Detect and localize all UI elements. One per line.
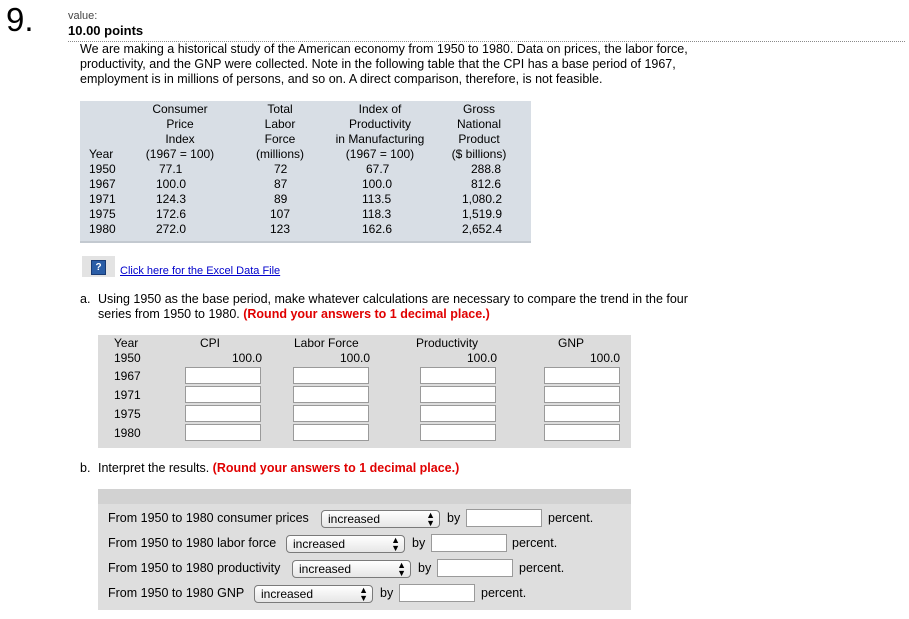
gnp-1975-input[interactable] [544, 405, 620, 422]
row-year-1967: 1967 [114, 369, 141, 383]
value-label: value: [68, 10, 98, 22]
select-arrows-icon: ▲ ▼ [391, 535, 400, 553]
points-value: 10.00 points [68, 23, 144, 38]
col-labor-force: Labor Force [294, 336, 359, 350]
labor-percent-input[interactable] [431, 534, 507, 552]
row-year-1950: 1950 [114, 351, 141, 365]
row-year-1980: 1980 [114, 426, 141, 440]
by-label: by [447, 511, 461, 525]
cpi-1971-input[interactable] [185, 386, 261, 403]
part-a-letter: a. [80, 292, 91, 306]
labor-1967-input[interactable] [293, 367, 369, 384]
cpi-1980-input[interactable] [185, 424, 261, 441]
sentence-consumer-prices: From 1950 to 1980 consumer prices [108, 511, 309, 525]
productivity-header: Index of Productivity in Manufacturing (1967 = 100) [335, 102, 425, 161]
select-arrows-icon: ▲ ▼ [359, 585, 368, 603]
part-b-letter: b. [80, 461, 91, 475]
col-gnp: GNP [558, 336, 585, 350]
direction-select-cpi[interactable]: increased ▲ ▼ [321, 510, 440, 528]
gnp-base-value: 100.0 [590, 351, 621, 365]
row-year-1971: 1971 [114, 388, 141, 402]
cpi-base-value: 100.0 [232, 351, 263, 365]
gnp-1967-input[interactable] [544, 367, 620, 384]
select-arrows-icon: ▲ ▼ [426, 510, 435, 528]
percent-label: percent. [548, 511, 594, 525]
cpi-1975-input[interactable] [185, 405, 261, 422]
cpi-header: Consumer Price Index (1967 = 100) [145, 102, 215, 161]
labor-base-value: 100.0 [340, 351, 371, 365]
productivity-1967-input[interactable] [420, 367, 496, 384]
productivity-1971-input[interactable] [420, 386, 496, 403]
percent-label: percent. [512, 536, 558, 550]
economic-data-table [80, 101, 531, 243]
year-header: Year [89, 147, 114, 161]
productivity-base-value: 100.0 [467, 351, 498, 365]
sentence-labor-force: From 1950 to 1980 labor force [108, 536, 277, 550]
question-mark-icon: ? [91, 260, 106, 275]
cpi-percent-input[interactable] [466, 509, 542, 527]
select-arrows-icon: ▲ ▼ [397, 560, 406, 578]
table-row: 1980 272.0 123 162.6 2,652.4 [89, 222, 503, 236]
percent-label: percent. [519, 561, 565, 575]
round-note: (Round your answers to 1 decimal place.) [243, 307, 490, 321]
labor-1975-input[interactable] [293, 405, 369, 422]
by-label: by [418, 561, 432, 575]
table-row: 1967 100.0 87 100.0 812.6 [89, 177, 502, 191]
part-a-text: Using 1950 as the base period, make whatever calculations are necessary to compare the trend in the four series from 1950 to 1980. (Round your answers to 1 decimal place.) [98, 292, 688, 321]
table-row: 1975 172.6 107 118.3 1,519.9 [89, 207, 503, 221]
labor-force-header: Total Labor Force (millions) [256, 102, 304, 161]
direction-select-productivity[interactable]: increased ▲ ▼ [292, 560, 411, 578]
sentence-productivity: From 1950 to 1980 productivity [108, 561, 281, 575]
gnp-1980-input[interactable] [544, 424, 620, 441]
by-label: by [412, 536, 426, 550]
round-note: (Round your answers to 1 decimal place.) [212, 461, 460, 475]
interpretation-panel [98, 489, 631, 610]
gnp-header: Gross National Product ($ billions) [451, 102, 507, 161]
part-b [80, 461, 460, 475]
col-year: Year [114, 336, 139, 350]
productivity-1975-input[interactable] [420, 405, 496, 422]
part-a [80, 292, 720, 321]
table-row: 1950 77.1 72 67.7 288.8 [89, 162, 502, 176]
productivity-percent-input[interactable] [437, 559, 513, 577]
row-year-1975: 1975 [114, 407, 141, 421]
question-intro: We are making a historical study of the American economy from 1950 to 1980. Data on prices, the labor force, productivity, and the GNP were collected. Note in the following table that the CPI has a base period of 1967, employment is in millions of persons, and so on. A direct comparison, therefore, is not feasible. [80, 42, 688, 86]
question-number: 9. [6, 1, 34, 38]
direction-select-gnp[interactable]: increased ▲ ▼ [254, 585, 373, 603]
table-row: 1971 124.3 89 113.5 1,080.2 [89, 192, 503, 206]
labor-1971-input[interactable] [293, 386, 369, 403]
help-icon[interactable] [82, 256, 115, 277]
direction-select-labor[interactable]: increased ▲ ▼ [286, 535, 405, 553]
gnp-percent-input[interactable] [399, 584, 475, 602]
percent-label: percent. [481, 586, 527, 600]
col-productivity: Productivity [416, 336, 479, 350]
productivity-1980-input[interactable] [420, 424, 496, 441]
sentence-gnp: From 1950 to 1980 GNP [108, 586, 245, 600]
gnp-1971-input[interactable] [544, 386, 620, 403]
cpi-1967-input[interactable] [185, 367, 261, 384]
part-b-text: Interpret the results. (Round your answers to 1 decimal place.) [98, 461, 460, 475]
excel-data-link[interactable]: Click here for the Excel Data File [120, 265, 281, 277]
col-cpi: CPI [200, 336, 221, 350]
by-label: by [380, 586, 394, 600]
labor-1980-input[interactable] [293, 424, 369, 441]
index-calc-table [98, 335, 631, 448]
